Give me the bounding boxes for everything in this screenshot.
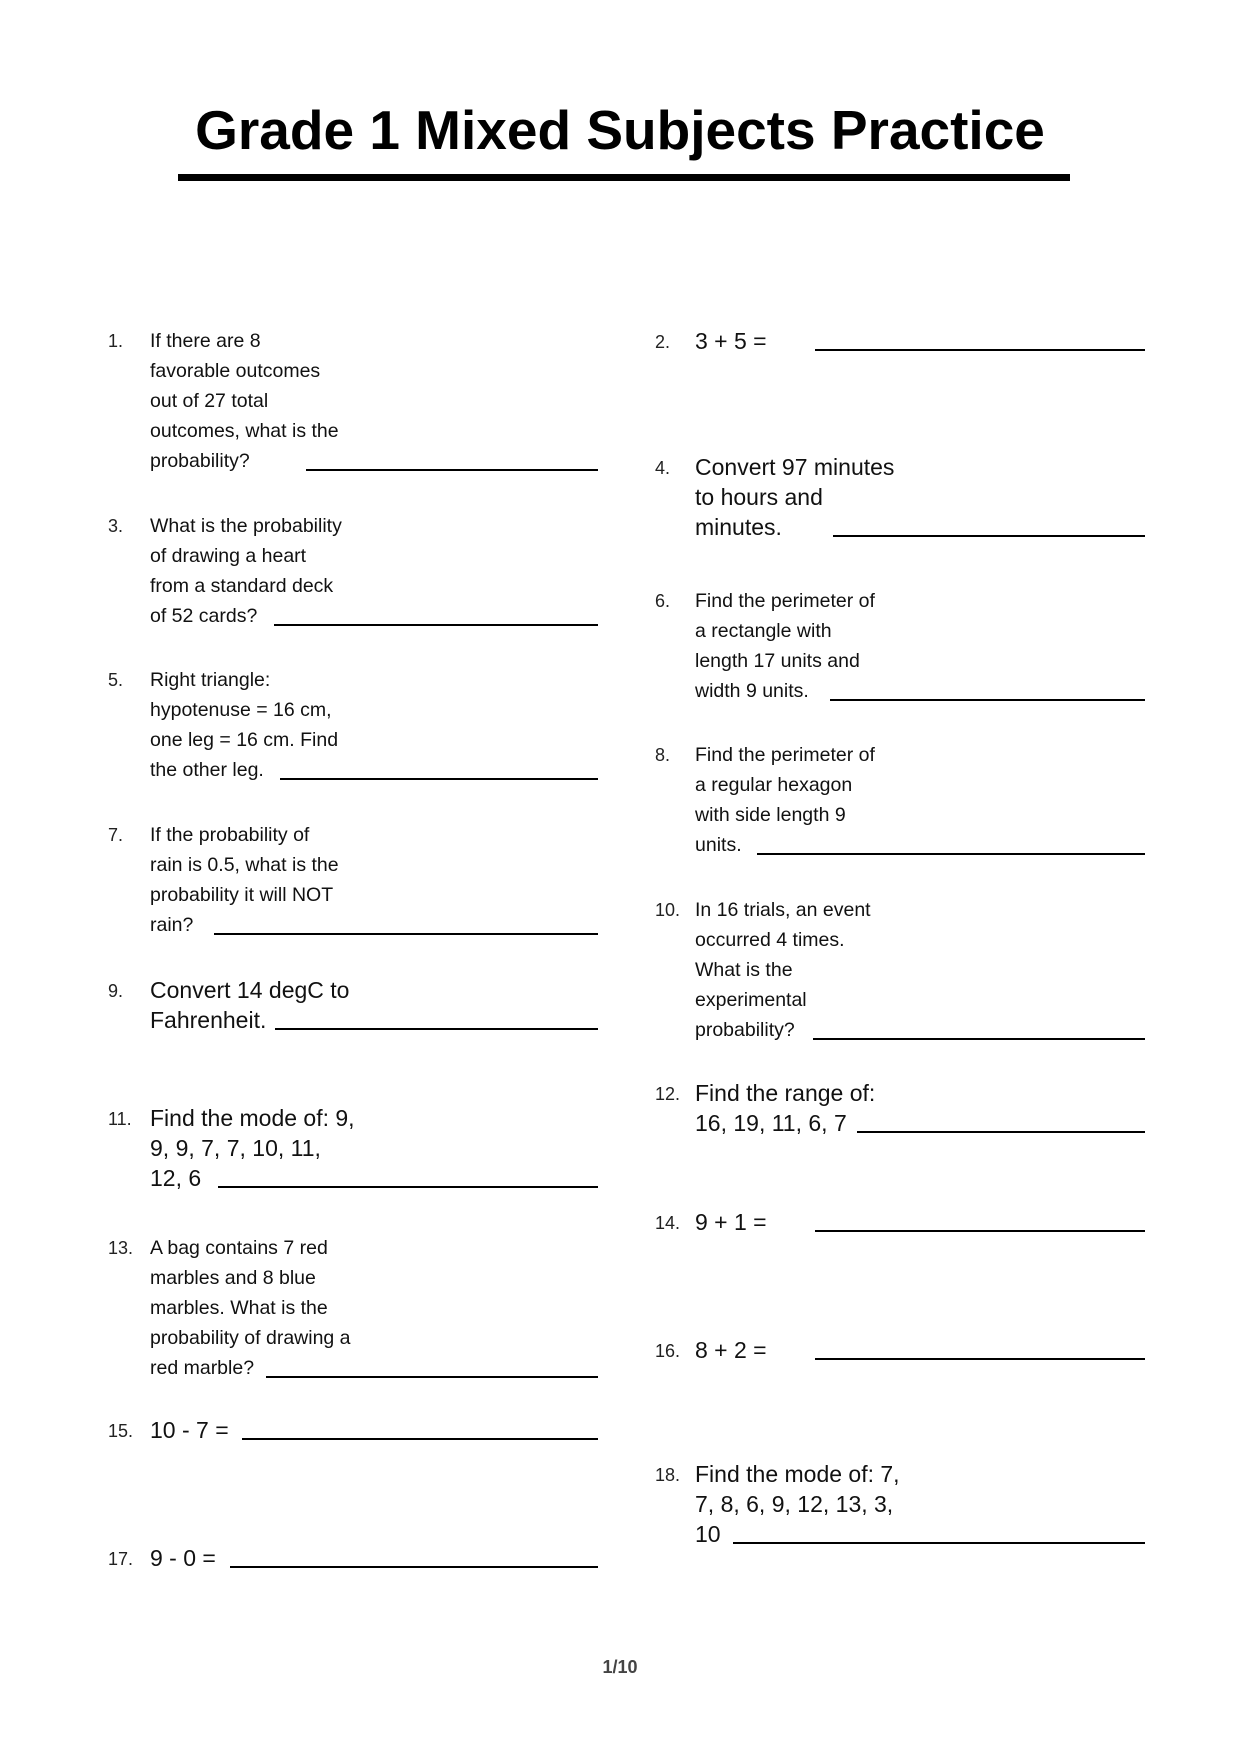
question-text: Find the mode of: 9, 9, 9, 7, 7, 10, 11, 12, 6	[150, 1105, 355, 1191]
question-text: 9 - 0 =	[150, 1545, 216, 1571]
answer-line[interactable]	[274, 624, 598, 626]
question-4	[655, 452, 1145, 542]
question-text: If the probability of rain is 0.5, what is the probability it will NOT rain?	[150, 824, 339, 936]
question-18	[655, 1459, 1145, 1549]
question-number: 11.	[108, 1109, 132, 1129]
question-text: What is the probability of drawing a heart from a standard deck of 52 cards?	[150, 515, 342, 627]
answer-line[interactable]	[830, 699, 1145, 701]
question-number: 6.	[655, 591, 671, 611]
page-title: Grade 1 Mixed Subjects Practice	[195, 99, 1045, 161]
question-text: Find the mode of: 7, 7, 8, 6, 9, 12, 13, 3, 10	[695, 1461, 900, 1547]
question-number: 7.	[108, 825, 124, 845]
answer-line[interactable]	[815, 1230, 1145, 1232]
question-number: 12.	[655, 1084, 681, 1104]
question-text: Right triangle: hypotenuse = 16 cm, one leg = 16 cm. Find the other leg.	[150, 669, 339, 781]
question-text: If there are 8 favorable outcomes out of 27 total outcomes, what is the probability?	[150, 330, 339, 472]
question-7	[108, 820, 598, 940]
question-17	[108, 1543, 598, 1574]
question-13	[108, 1233, 598, 1383]
answer-line[interactable]	[813, 1038, 1145, 1040]
page-number: 1/10	[602, 1657, 638, 1677]
question-text: Find the perimeter of a regular hexagon with side length 9 units.	[695, 744, 875, 856]
answer-line[interactable]	[275, 1028, 598, 1030]
question-12	[655, 1078, 1145, 1138]
question-number: 10.	[655, 900, 681, 920]
question-number: 9.	[108, 981, 124, 1001]
question-number: 17.	[108, 1549, 134, 1569]
question-number: 8.	[655, 745, 671, 765]
question-9	[108, 975, 598, 1035]
question-text: 10 - 7 =	[150, 1417, 229, 1443]
answer-line[interactable]	[230, 1566, 598, 1568]
answer-line[interactable]	[306, 469, 598, 471]
question-text: Convert 14 degC to Fahrenheit.	[150, 977, 350, 1033]
answer-line[interactable]	[857, 1131, 1145, 1133]
question-number: 14.	[655, 1213, 681, 1233]
answer-line[interactable]	[242, 1438, 598, 1440]
answer-line[interactable]	[218, 1186, 598, 1188]
question-number: 16.	[655, 1341, 681, 1361]
answer-line[interactable]	[757, 853, 1145, 855]
question-10	[655, 895, 1145, 1045]
question-text: Find the perimeter of a rectangle with length 17 units and width 9 units.	[695, 590, 875, 702]
title-divider	[178, 174, 1070, 181]
question-text: Find the range of: 16, 19, 11, 6, 7	[695, 1080, 876, 1136]
question-2	[655, 326, 1145, 357]
question-text: A bag contains 7 red marbles and 8 blue marbles. What is the probability of drawing a red marble?	[150, 1237, 351, 1379]
question-14	[655, 1207, 1145, 1238]
question-text: 3 + 5 =	[695, 328, 767, 354]
question-number: 13.	[108, 1238, 134, 1258]
question-text: In 16 trials, an event occurred 4 times. What is the experimental probability?	[695, 899, 871, 1041]
answer-line[interactable]	[733, 1542, 1145, 1544]
answer-line[interactable]	[833, 535, 1145, 537]
question-text: Convert 97 minutes to hours and minutes.	[695, 454, 895, 540]
question-8	[655, 740, 1145, 860]
question-15	[108, 1415, 598, 1446]
answer-line[interactable]	[214, 933, 598, 935]
question-number: 4.	[655, 458, 671, 478]
question-number: 18.	[655, 1465, 681, 1485]
question-number: 1.	[108, 331, 124, 351]
question-text: 8 + 2 =	[695, 1337, 767, 1363]
question-text: 9 + 1 =	[695, 1209, 767, 1235]
question-11	[108, 1103, 598, 1193]
answer-line[interactable]	[280, 778, 598, 780]
answer-line[interactable]	[815, 349, 1145, 351]
question-number: 5.	[108, 670, 124, 690]
question-5	[108, 665, 598, 785]
question-1	[108, 326, 598, 476]
question-3	[108, 511, 598, 631]
answer-line[interactable]	[815, 1358, 1145, 1360]
question-6	[655, 586, 1145, 706]
question-16	[655, 1335, 1145, 1366]
question-number: 15.	[108, 1421, 134, 1441]
question-number: 3.	[108, 516, 124, 536]
question-number: 2.	[655, 332, 671, 352]
answer-line[interactable]	[266, 1376, 598, 1378]
